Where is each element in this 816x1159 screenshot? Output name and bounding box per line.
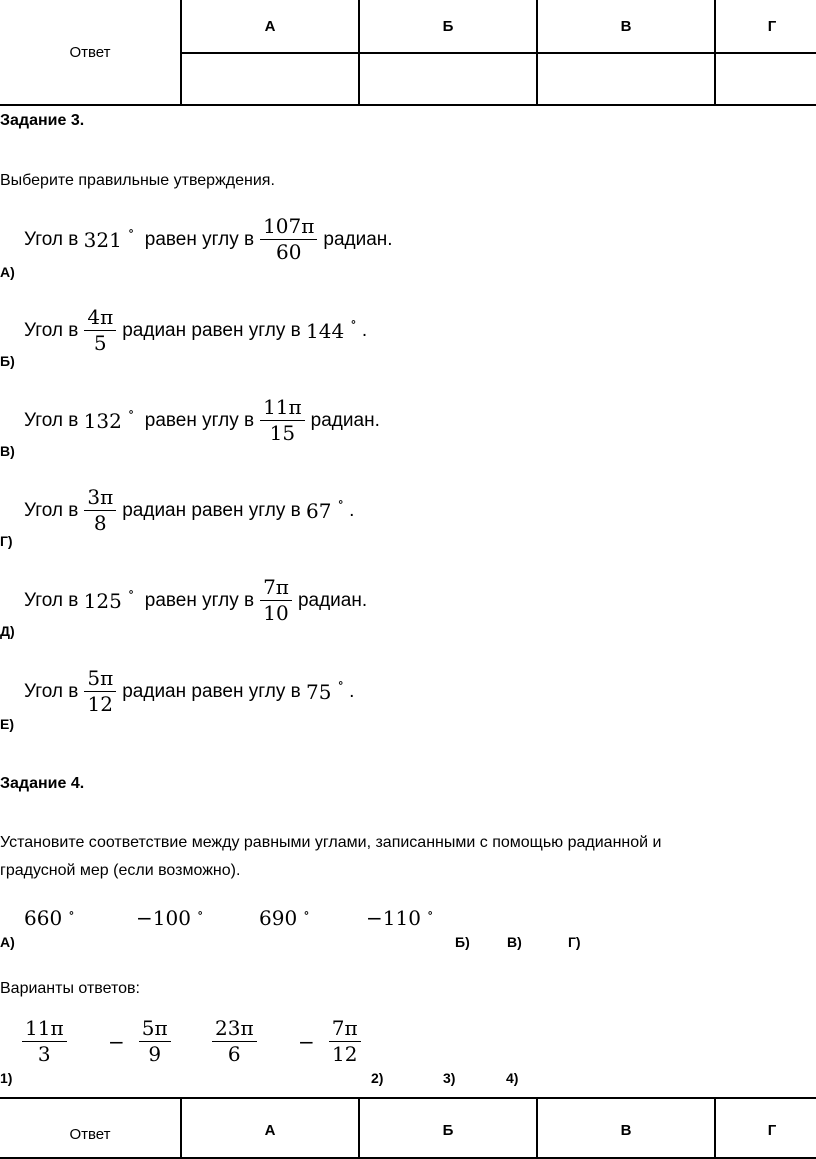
- header-a: А: [181, 1098, 359, 1158]
- degree-symbol: ∘: [127, 224, 135, 239]
- degree-symbol: ∘: [68, 906, 75, 921]
- fraction-numerator: 3π: [84, 487, 116, 511]
- fraction-denominator: 12: [331, 1042, 358, 1066]
- fraction-numerator: 5π: [139, 1018, 171, 1042]
- fraction-denominator: 10: [263, 601, 289, 625]
- statement-text: радиан равен углу в: [122, 499, 301, 521]
- angle-label-g: Г): [568, 934, 581, 950]
- degree-value: −100: [136, 906, 191, 930]
- radian-fraction: [260, 577, 292, 624]
- statement-text: радиан равен углу в: [122, 319, 301, 341]
- radian-fraction: [260, 397, 305, 444]
- angle-label-v: В): [507, 934, 522, 950]
- degree-value: 321: [83, 227, 122, 252]
- task4-title: Задание 4.: [0, 775, 85, 792]
- answer-cell-a[interactable]: [181, 53, 359, 105]
- statement-d: [24, 577, 367, 624]
- fraction-denominator: 3: [37, 1042, 51, 1066]
- fraction-numerator: 11π: [22, 1018, 67, 1042]
- statement-g: [24, 487, 354, 534]
- statement-text: радиан.: [297, 589, 368, 611]
- header-v: В: [537, 0, 715, 53]
- statement-text: Угол в: [24, 319, 79, 341]
- answer-cell-b[interactable]: [359, 53, 537, 105]
- fraction-denominator: 9: [148, 1042, 162, 1066]
- bottom-answer-table: [0, 1097, 816, 1159]
- header-g: Г: [715, 1098, 816, 1158]
- statement-b: [24, 307, 367, 354]
- header-a: А: [181, 0, 359, 53]
- statement-text: Угол в: [24, 499, 79, 521]
- degree-symbol: ∘: [426, 906, 434, 921]
- option-3: [206, 1018, 263, 1065]
- statement-label: А): [0, 264, 15, 280]
- statement-text: равен углу в: [144, 228, 255, 250]
- statement-text: равен углу в: [144, 589, 255, 611]
- angle-label-b: Б): [455, 934, 470, 950]
- fraction-numerator: 107π: [260, 216, 317, 240]
- angle-a: [24, 906, 75, 930]
- statement-text: Угол в: [24, 409, 79, 431]
- task4-instruction-line2: градусной мер (если возможно).: [0, 862, 241, 879]
- answer-cell-v[interactable]: [537, 53, 715, 105]
- statement-v: [24, 397, 380, 444]
- degree-symbol: ∘: [127, 405, 135, 420]
- header-v: В: [537, 1098, 715, 1158]
- degree-value: 125: [83, 588, 122, 613]
- option-4: [298, 1018, 367, 1065]
- fraction-numerator: 23π: [212, 1018, 257, 1042]
- fraction-denominator: 8: [93, 511, 107, 535]
- statement-label: Е): [0, 716, 14, 732]
- angle-v: [259, 906, 310, 930]
- task4-instruction-line1: Установите соответствие между равными углами, записанными с помощью радианной и: [0, 834, 662, 851]
- header-g: Г: [715, 0, 816, 53]
- statement-text: .: [349, 680, 355, 702]
- degree-value: 690: [259, 906, 298, 930]
- fraction-denominator: 60: [276, 240, 302, 264]
- fraction-denominator: 12: [87, 692, 113, 716]
- top-answer-table: [0, 0, 816, 106]
- statement-label: Д): [0, 623, 15, 639]
- fraction-denominator: 6: [227, 1042, 241, 1066]
- statement-text: Угол в: [24, 228, 79, 250]
- header-b: Б: [359, 0, 537, 53]
- fraction-numerator: 7π: [329, 1018, 361, 1042]
- radian-fraction: [139, 1018, 171, 1065]
- degree-symbol: ∘: [337, 676, 344, 691]
- fraction-numerator: 11π: [260, 397, 305, 421]
- minus-sign: −: [108, 1029, 125, 1054]
- statement-text: радиан.: [323, 228, 393, 250]
- degree-value: 67: [306, 498, 332, 523]
- option-1: [16, 1018, 73, 1065]
- radian-fraction: [212, 1018, 257, 1065]
- answer-cell-g[interactable]: [715, 53, 816, 105]
- statement-text: .: [349, 499, 355, 521]
- fraction-numerator: 5π: [84, 668, 116, 692]
- statement-text: равен углу в: [144, 409, 255, 431]
- fraction-denominator: 15: [269, 421, 296, 445]
- option-2: [108, 1018, 177, 1065]
- option-label-1: 1): [0, 1070, 13, 1086]
- degree-symbol: ∘: [303, 906, 310, 921]
- statement-text: Угол в: [24, 589, 79, 611]
- degree-value: 144: [306, 318, 345, 343]
- statement-text: радиан равен углу в: [122, 680, 301, 702]
- degree-value: 132: [83, 408, 122, 433]
- minus-sign: −: [298, 1029, 315, 1054]
- task3-instruction: Выберите правильные утверждения.: [0, 172, 275, 189]
- answer-label: Ответ: [0, 1098, 181, 1158]
- task3-title: Задание 3.: [0, 112, 85, 129]
- statement-text: Угол в: [24, 680, 79, 702]
- degree-symbol: ∘: [350, 315, 357, 330]
- options-title: Варианты ответов:: [0, 980, 140, 997]
- angle-b: [136, 906, 203, 930]
- statement-label: Б): [0, 353, 15, 369]
- fraction-denominator: 5: [93, 331, 107, 355]
- radian-fraction: [84, 487, 116, 534]
- degree-symbol: ∘: [337, 495, 344, 510]
- option-label-4: 4): [506, 1070, 519, 1086]
- radian-fraction: [84, 668, 116, 715]
- answer-label: Ответ: [0, 0, 181, 105]
- header-b: Б: [359, 1098, 537, 1158]
- degree-symbol: ∘: [127, 585, 135, 600]
- degree-value: 75: [306, 679, 332, 704]
- statement-text: .: [361, 319, 368, 341]
- degree-value: −110: [366, 906, 421, 930]
- fraction-numerator: 7π: [260, 577, 292, 601]
- radian-fraction: [84, 307, 116, 354]
- radian-fraction: [22, 1018, 67, 1065]
- statement-a: [24, 216, 393, 263]
- option-label-3: 3): [443, 1070, 456, 1086]
- radian-fraction: [260, 216, 317, 263]
- fraction-numerator: 4π: [84, 307, 116, 331]
- degree-value: 660: [24, 906, 63, 930]
- statement-label: В): [0, 443, 15, 459]
- statement-e: [24, 668, 354, 715]
- degree-symbol: ∘: [196, 906, 204, 921]
- statement-text: радиан.: [310, 409, 380, 431]
- radian-fraction: [329, 1018, 361, 1065]
- option-label-2: 2): [371, 1070, 384, 1086]
- angle-label-a: А): [0, 934, 15, 950]
- statement-label: Г): [0, 533, 13, 549]
- angle-g: [366, 906, 433, 930]
